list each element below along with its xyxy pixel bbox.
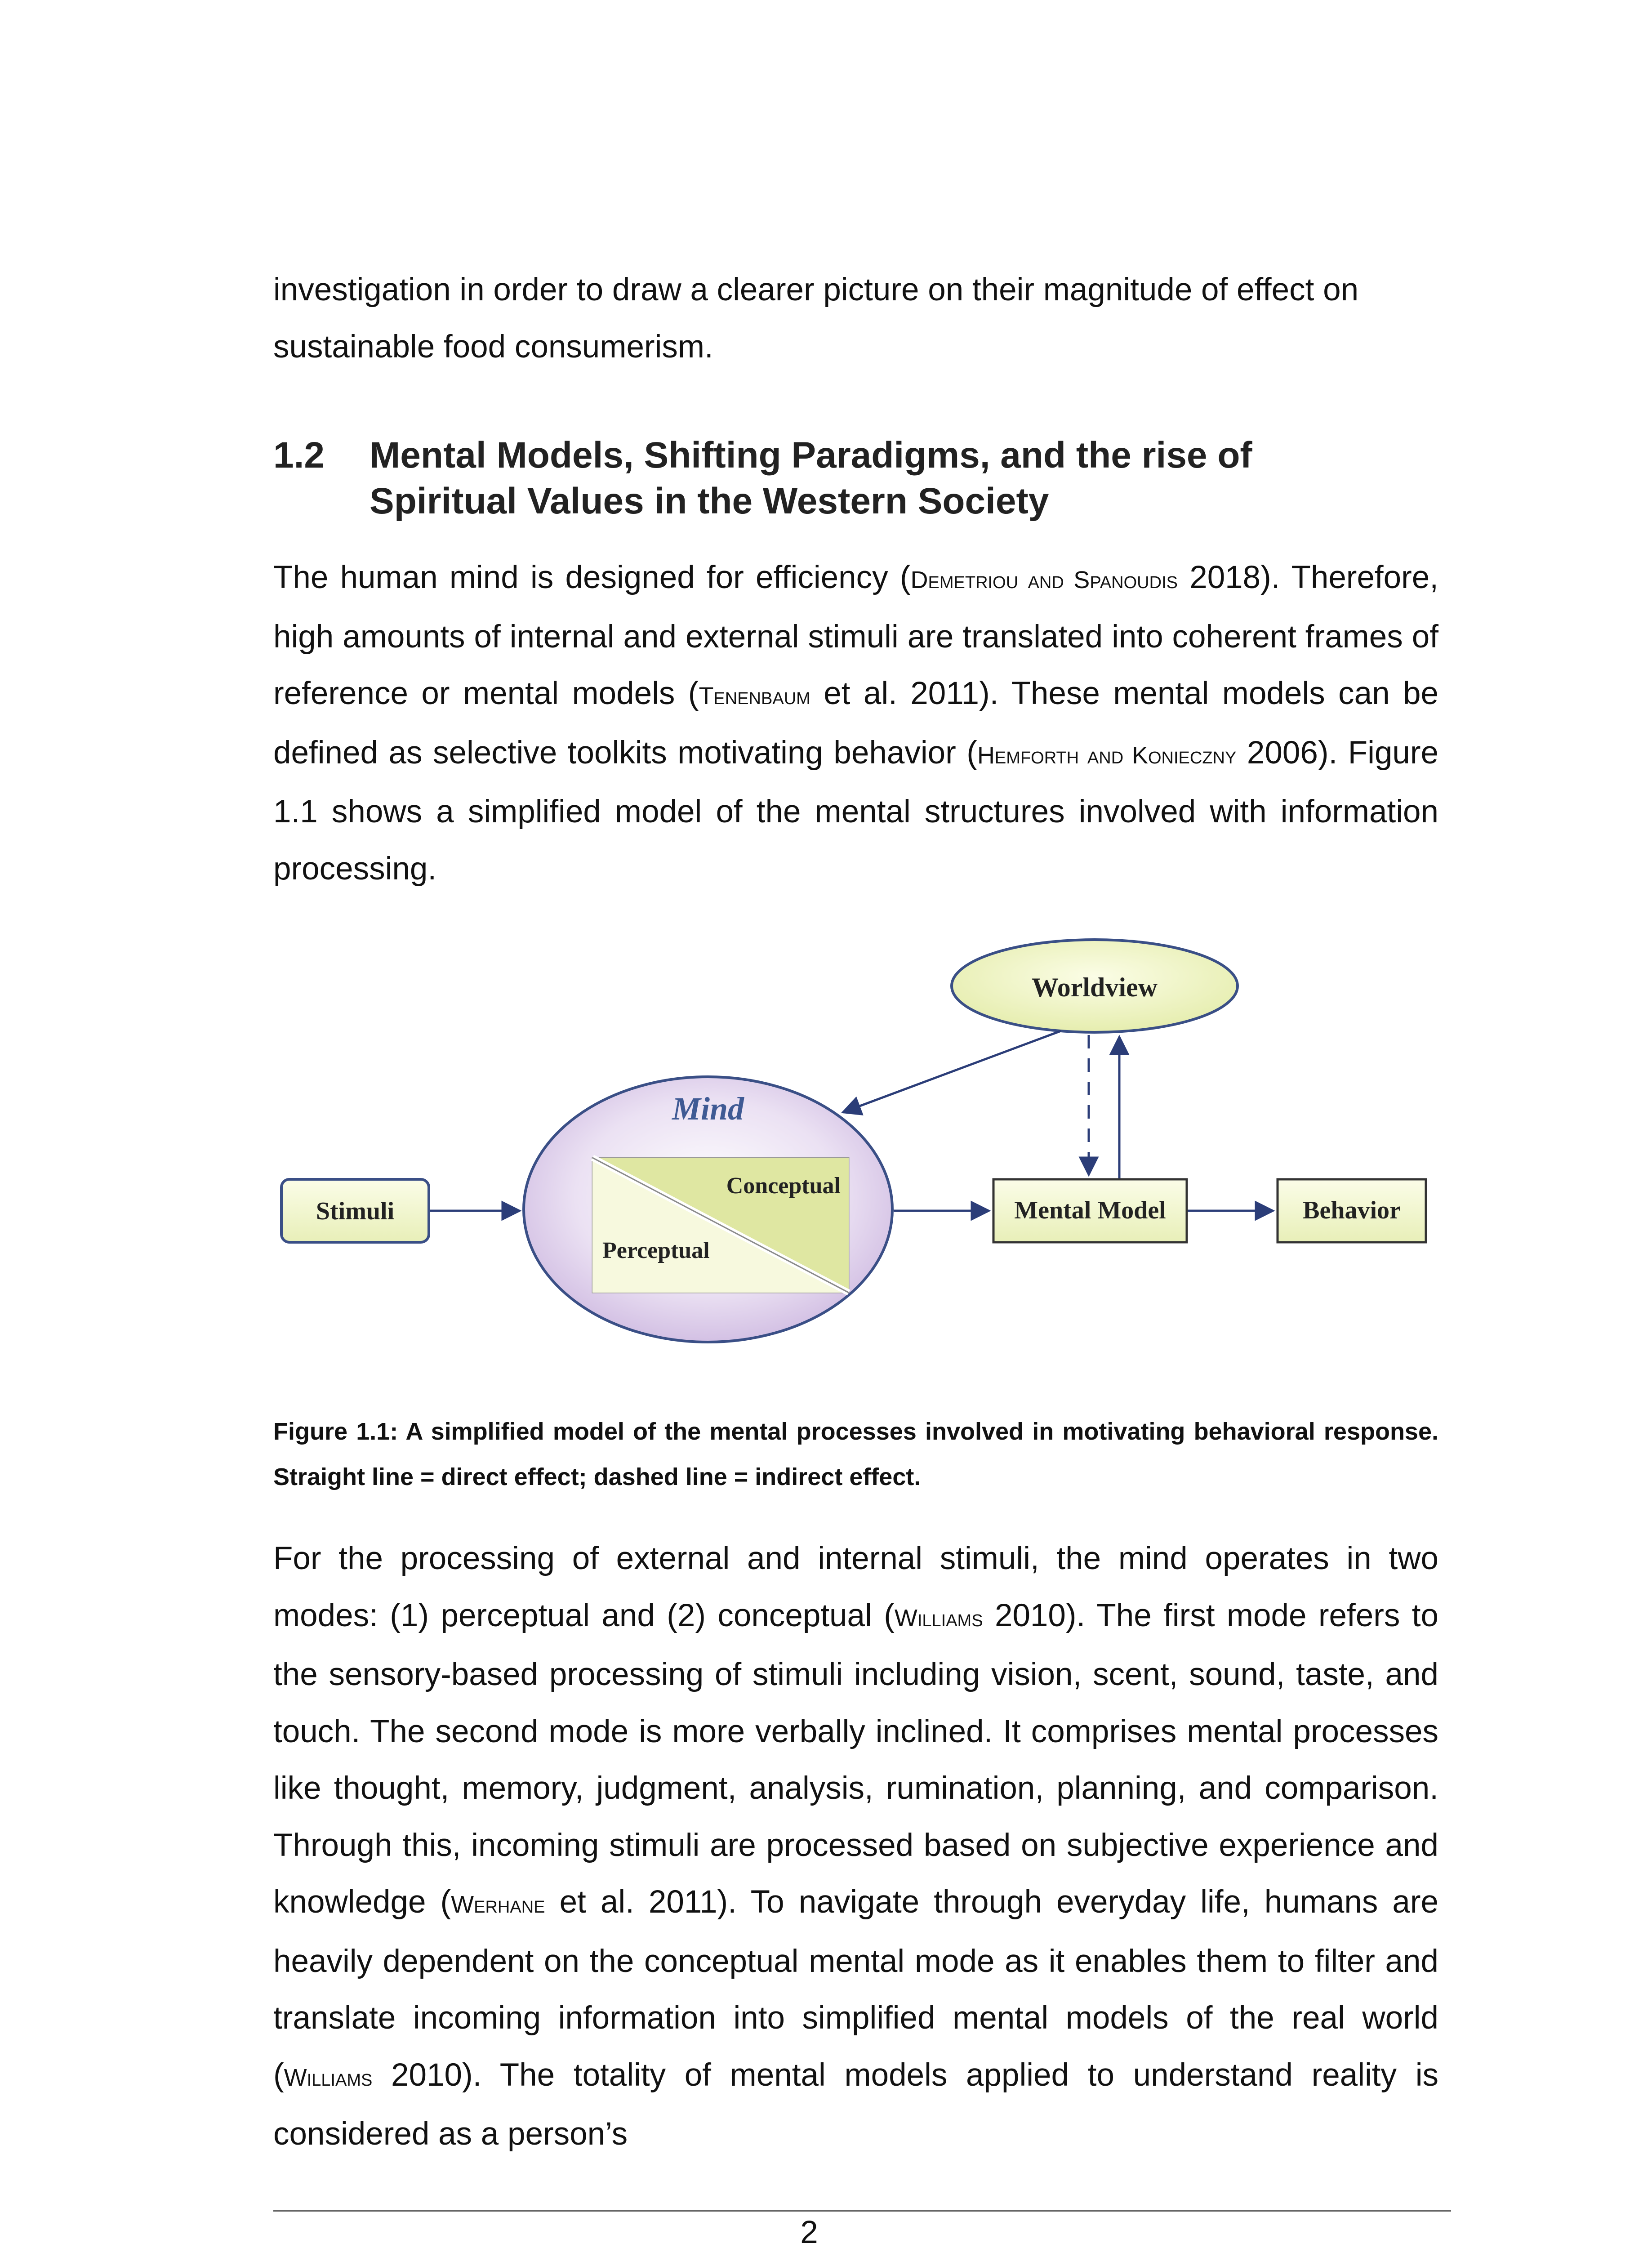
figure-mental-model-diagram bbox=[270, 935, 1447, 1376]
mind-label: Mind bbox=[672, 1091, 744, 1127]
citation-williams-1: Williams bbox=[894, 1604, 983, 1632]
worldview-label: Worldview bbox=[1032, 972, 1158, 1002]
diagram-svg bbox=[270, 935, 1447, 1376]
citation-hemforth: Hemforth and Konieczny bbox=[977, 741, 1237, 769]
arrow-worldview-to-mind bbox=[843, 1031, 1061, 1112]
perceptual-label: Perceptual bbox=[602, 1238, 710, 1263]
behavior-label: Behavior bbox=[1303, 1196, 1401, 1224]
citation-tenenbaum: Tenenbaum bbox=[699, 682, 810, 709]
section-number: 1.2 bbox=[273, 435, 325, 476]
citation-demetriou: Demetriou and Spanoudis bbox=[910, 566, 1178, 593]
para2-text-a: For the processing of external and internal stimuli, the mind operates in two modes: (1) perceptual and (2) conceptual ( bbox=[273, 1541, 1438, 1633]
paragraph-2 bbox=[273, 1530, 1438, 2163]
intro-line-2: sustainable food consumerism. bbox=[273, 329, 713, 365]
citation-williams-2: Williams bbox=[284, 2064, 373, 2091]
intro-line-1: investigation in order to draw a clearer picture on their magnitude of effect on bbox=[273, 272, 1359, 308]
para2-text-b: 2010). The first mode refers to the sensory-based processing of stimuli including vision, scent, sound, taste, and touch. The second mode is more verbally inclined. It comprises mental processes like thought, memory, judgment, analysis, rumination, planning, and comparison. Through this, incoming stimuli are processed based on subjective experience and knowledge ( bbox=[273, 1597, 1438, 1920]
conceptual-label: Conceptual bbox=[726, 1173, 841, 1199]
para2-text-c: et al. 2011). To navigate through everyday life, humans are heavily dependent on the conceptual mental mode as it enables them to filter and translate incoming information into simplified mental models of the real world ( bbox=[273, 1884, 1438, 2093]
figure-caption: Figure 1.1: A simplified model of the mental processes involved in motivating behavioral response. Straight line = direct effect; dashed line = indirect effect. bbox=[273, 1418, 1438, 1490]
section-title-line-2: Spiritual Values in the Western Society bbox=[370, 481, 1049, 522]
intro-paragraph bbox=[273, 262, 1438, 375]
paragraph-1 bbox=[273, 549, 1438, 897]
section-title-line-1: Mental Models, Shifting Paradigms, and the rise of bbox=[370, 435, 1252, 476]
para1-text-d: 2006). Figure 1.1 shows a simplified model of the mental structures involved with information processing. bbox=[273, 735, 1438, 887]
stimuli-label: Stimuli bbox=[316, 1197, 395, 1225]
mental-model-label: Mental Model bbox=[1014, 1196, 1166, 1224]
page-number: 2 bbox=[800, 2215, 818, 2248]
section-title bbox=[370, 433, 1448, 524]
citation-werhane: Werhane bbox=[451, 1891, 545, 1918]
para1-text-b: 2018). Therefore, high amounts of internal and external stimuli are translated into coherent frames of reference or mental models ( bbox=[273, 560, 1439, 711]
para1-text-c: et al. 2011). These mental models can be defined as selective toolkits motivating behavior ( bbox=[273, 676, 1438, 771]
para2-text-d: 2010). The totality of mental models applied to understand reality is considered as a person’s bbox=[273, 2057, 1438, 2152]
para1-text-a: The human mind is designed for efficiency ( bbox=[273, 560, 911, 595]
footer-rule bbox=[273, 2210, 1451, 2212]
